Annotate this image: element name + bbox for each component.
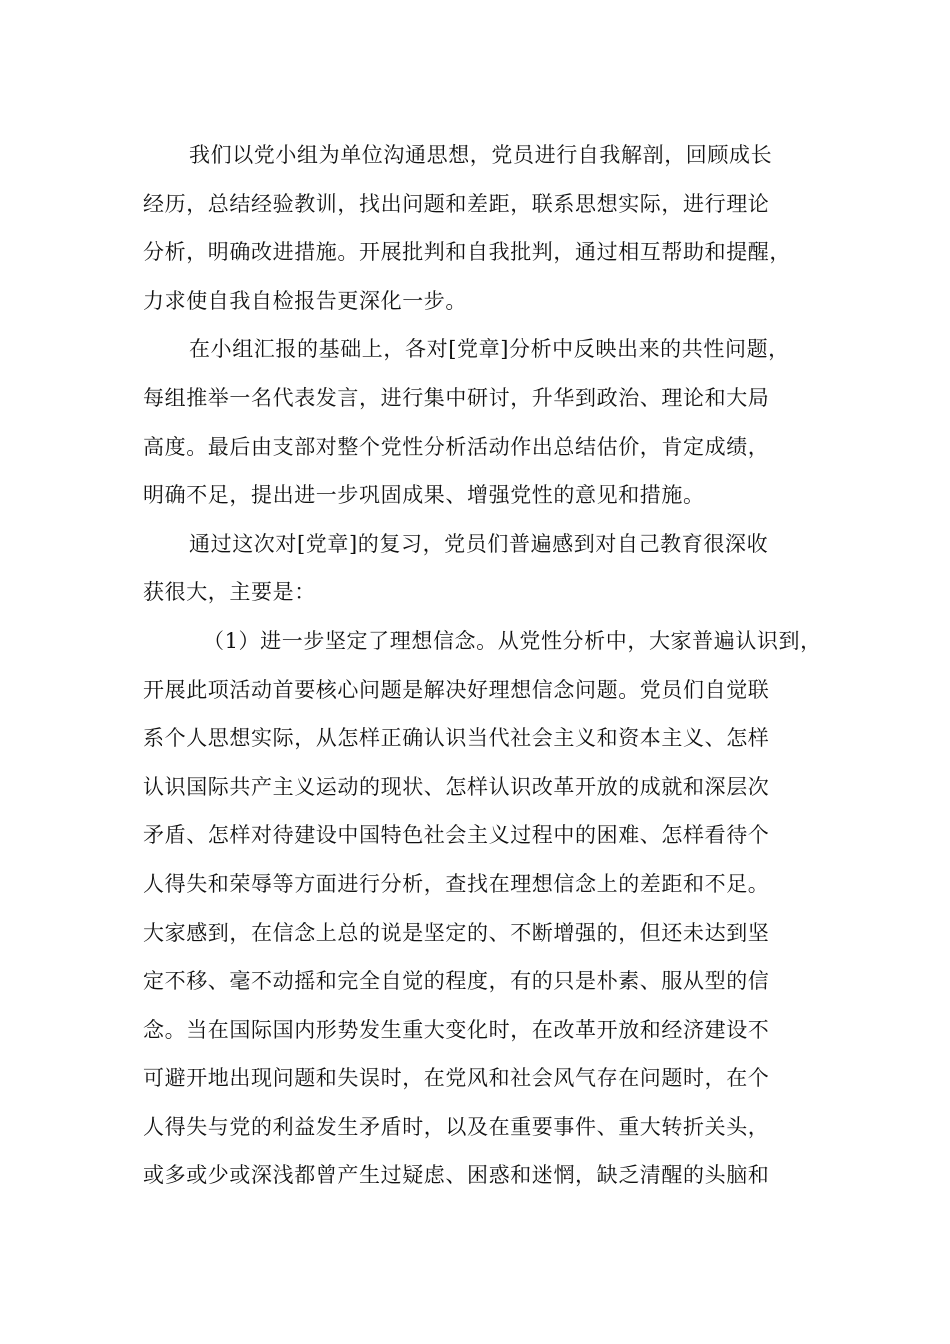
paragraph-2-line-1: 在小组汇报的基础上，各对[党章]分析中反映出来的共性问题， [189, 337, 790, 362]
paragraph-4-line-8: 定不移、毫不动摇和完全自觉的程度，有的只是朴素、服从型的信 [143, 969, 770, 994]
paragraph-4-line-4: 认识国际共产主义运动的现状、怎样认识改革开放的成就和深层次 [143, 774, 770, 799]
paragraph-4-line-1: （1）进一步坚定了理想信念。从党性分析中，大家普遍认识到， [203, 628, 822, 653]
paragraph-3-line-2: 获很大，主要是： [143, 580, 316, 605]
paragraph-2-line-4: 明确不足，提出进一步巩固成果、增强党性的意见和措施。 [143, 483, 705, 508]
paragraph-3-line-1: 通过这次对[党章]的复习，党员们普遍感到对自己教育很深收 [189, 531, 769, 556]
paragraph-4-line-11: 人得失与党的利益发生矛盾时，以及在重要事件、重大转折关头， [143, 1114, 770, 1139]
paragraph-4-line-7: 大家感到，在信念上总的说是坚定的、不断增强的，但还未达到坚 [143, 920, 770, 945]
paragraph-2-line-2: 每组推举一名代表发言，进行集中研讨，升华到政治、理论和大局 [143, 385, 770, 410]
paragraph-4-line-5: 矛盾、怎样对待建设中国特色社会主义过程中的困难、怎样看待个 [143, 823, 770, 848]
paragraph-2-line-3: 高度。最后由支部对整个党性分析活动作出总结估价，肯定成绩， [143, 434, 770, 459]
paragraph-4-line-9: 念。当在国际国内形势发生重大变化时，在改革开放和经济建设不 [143, 1017, 770, 1042]
paragraph-4-line-12: 或多或少或深浅都曾产生过疑虑、困惑和迷惘，缺乏清醒的头脑和 [143, 1163, 770, 1188]
paragraph-1-line-3: 分析，明确改进措施。开展批判和自我批判，通过相互帮助和提醒， [143, 240, 791, 265]
paragraph-1-line-2: 经历，总结经验教训，找出问题和差距，联系思想实际，进行理论 [143, 191, 770, 216]
paragraph-1-line-4: 力求使自我自检报告更深化一步。 [143, 288, 467, 313]
paragraph-1-line-1: 我们以党小组为单位沟通思想，党员进行自我解剖，回顾成长 [189, 143, 773, 167]
paragraph-4-line-2: 开展此项活动首要核心问题是解决好理想信念问题。党员们自觉联 [143, 677, 770, 702]
paragraph-4-line-10: 可避开地出现问题和失误时，在党风和社会风气存在问题时，在个 [143, 1066, 770, 1091]
paragraph-4-line-6: 人得失和荣辱等方面进行分析，查找在理想信念上的差距和不足。 [143, 871, 770, 896]
document-body [143, 131, 833, 1200]
paragraph-4-line-3: 系个人思想实际，从怎样正确认识当代社会主义和资本主义、怎样 [143, 726, 770, 751]
